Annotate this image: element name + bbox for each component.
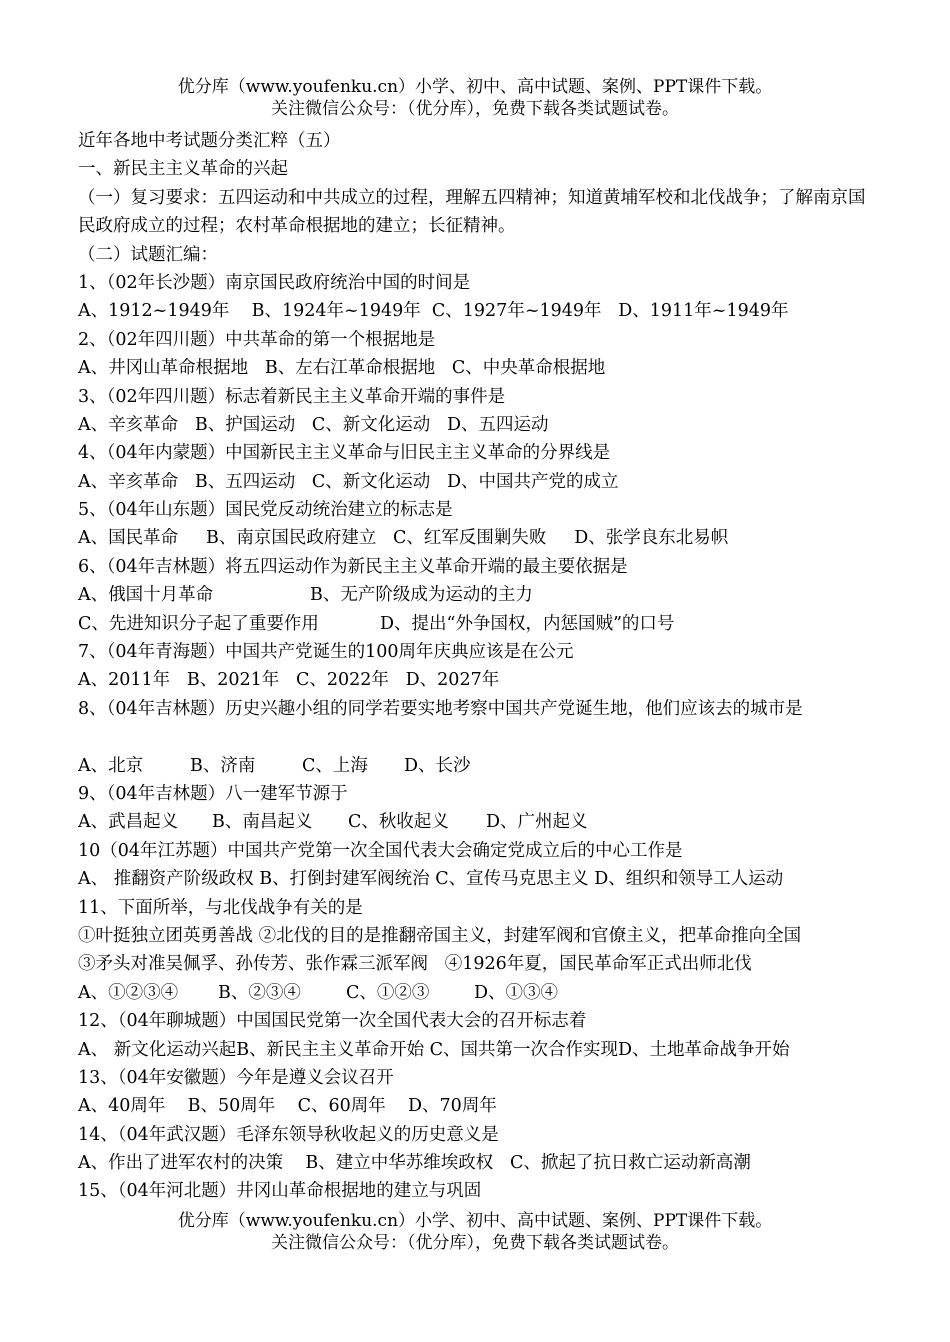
options-7 — [78, 666, 878, 694]
option: A、①②③④ — [78, 982, 179, 1003]
page-footer — [0, 1210, 950, 1254]
options-8 — [78, 752, 878, 780]
option: B、2021年 — [186, 670, 280, 691]
statement: ③矛头对准吴佩孚、孙传芳、张作霖三派军阀 — [78, 954, 428, 975]
option: B、建立中华苏维埃政权 — [305, 1153, 494, 1174]
option: C、掀起了抗日救亡运动新高潮 — [509, 1153, 751, 1174]
question-6: 6、（04年吉林题）将五四运动作为新民主主义革命开端的最主要依据是 — [78, 556, 628, 577]
question-10: 10（04年江苏题）中国共产党第一次全国代表大会确定党成立后的中心工作是 — [78, 840, 683, 861]
options-14 — [78, 1149, 878, 1177]
options-6b — [78, 610, 878, 638]
option: B、打倒封建军阀统治 — [259, 869, 430, 890]
option: A、井冈山革命根据地 — [78, 358, 249, 379]
option: C、60周年 — [297, 1096, 386, 1117]
statement: ①叶挺独立团英勇善战 — [78, 925, 253, 946]
option: D、提出“外争国权，内惩国贼”的口号 — [380, 613, 675, 634]
option: C、新文化运动 — [311, 471, 431, 492]
question-7: 7、（04年青海题）中国共产党诞生的100周年庆典应该是在公元 — [78, 642, 574, 663]
question-1: 1、（02年长沙题）南京国民政府统治中国的时间是 — [78, 272, 471, 293]
options-6a — [78, 581, 878, 609]
option: C、上海 — [302, 755, 368, 776]
options-13 — [78, 1092, 878, 1120]
options-11 — [78, 979, 878, 1007]
footer-line-1: 优分库（www.youfenku.cn）小学、初中、高中试题、案例、PPT课件下载。 — [177, 1211, 773, 1231]
document-title: 近年各地中考试题分类汇粹（五） — [78, 131, 341, 151]
option: B、五四运动 — [194, 471, 296, 492]
question-11: 11、下面所举，与北伐战争有关的是 — [78, 897, 363, 918]
option: C、秋收起义 — [348, 812, 449, 833]
option: B、南昌起义 — [212, 812, 313, 833]
options-3 — [78, 411, 878, 439]
header-line-2: 关注微信公众号：（优分库），免费下载各类试题试卷。 — [271, 99, 679, 119]
review-requirements: （一）复习要求：五四运动和中共成立的过程，理解五四精神；知道黄埔军校和北伐战争；了解南京国民政府成立的过程；农村革命根据地的建立；长征精神。 — [78, 187, 866, 237]
option: C、宣传马克思主义 — [435, 869, 589, 890]
question-14: 14、（04年武汉题）毛泽东领导秋收起义的历史意义是 — [78, 1124, 499, 1145]
option: D、中国共产党的成立 — [447, 471, 619, 492]
option: C、红军反围剿失败 — [393, 528, 547, 549]
option: B、济南 — [190, 755, 256, 776]
options-12 — [78, 1036, 878, 1064]
option: A、辛亥革命 — [78, 414, 179, 435]
option: A、 推翻资产阶级政权 — [78, 869, 254, 890]
statement: ②北伐的目的是推翻帝国主义，封建军阀和官僚主义，把革命推向全国 — [258, 925, 802, 946]
option: D、土地革命战争开始 — [618, 1039, 790, 1060]
question-9: 9、（04年吉林题）八一建军节源于 — [78, 784, 348, 805]
statements-11a — [78, 922, 878, 950]
question-12: 12、（04年聊城题）中国国民党第一次全国代表大会的召开标志着 — [78, 1011, 587, 1032]
option: D、广州起义 — [486, 812, 588, 833]
options-5 — [78, 524, 878, 552]
options-10 — [78, 865, 878, 893]
option: C、新文化运动 — [311, 414, 431, 435]
question-8: 8、（04年吉林题）历史兴趣小组的同学若要实地考察中国共产党诞生地，他们应该去的城市是 — [78, 698, 803, 719]
question-13: 13、（04年安徽题）今年是遵义会议召开 — [78, 1067, 394, 1088]
option: A、1912~1949年 — [78, 301, 230, 322]
option: A、2011年 — [78, 670, 171, 691]
option: B、左右江革命根据地 — [264, 358, 436, 379]
option: B、1924年~1949年 — [251, 301, 421, 322]
option: D、张学良东北易帜 — [574, 528, 729, 549]
option: C、国共第一次合作实现 — [429, 1039, 619, 1060]
option: D、五四运动 — [447, 414, 549, 435]
header-line-1: 优分库（www.youfenku.cn）小学、初中、高中试题、案例、PPT课件下载。 — [177, 77, 773, 97]
option: D、1911年~1949年 — [618, 301, 789, 322]
option: D、长沙 — [404, 755, 471, 776]
option: D、2027年 — [405, 670, 500, 691]
options-1 — [78, 297, 878, 325]
options-2 — [78, 354, 878, 382]
question-2: 2、（02年四川题）中共革命的第一个根据地是 — [78, 329, 436, 350]
page-header — [0, 76, 950, 120]
option: B、南京国民政府建立 — [205, 528, 377, 549]
option: B、②③④ — [218, 982, 301, 1003]
option: A、40周年 — [78, 1096, 166, 1117]
option: B、无产阶级成为运动的主力 — [310, 585, 533, 606]
option: A、辛亥革命 — [78, 471, 179, 492]
option: C、中央革命根据地 — [451, 358, 606, 379]
footer-line-2: 关注微信公众号：（优分库），免费下载各类试题试卷。 — [271, 1233, 679, 1253]
option: D、70周年 — [408, 1096, 497, 1117]
question-3: 3、（02年四川题）标志着新民主主义革命开端的事件是 — [78, 386, 506, 407]
option: A、作出了进军农村的决策 — [78, 1153, 284, 1174]
option: D、组织和领导工人运动 — [594, 869, 784, 890]
document-body — [78, 127, 878, 1206]
options-9 — [78, 808, 878, 836]
option: C、1927年~1949年 — [431, 301, 602, 322]
question-4: 4、（04年内蒙题）中国新民主主义革命与旧民主主义革命的分界线是 — [78, 443, 611, 464]
question-15: 15、（04年河北题）井冈山革命根据地的建立与巩固 — [78, 1181, 482, 1202]
option: D、①③④ — [474, 982, 559, 1003]
option: A、北京 — [78, 755, 144, 776]
option: B、护国运动 — [194, 414, 296, 435]
option: B、新民主主义革命开始 — [236, 1039, 425, 1060]
option: A、 新文化运动兴起 — [78, 1039, 237, 1060]
option: A、武昌起义 — [78, 812, 179, 833]
option: B、50周年 — [187, 1096, 276, 1117]
option: A、国民革命 — [78, 528, 179, 549]
statement: ④1926年夏，国民革命军正式出师北伐 — [444, 954, 752, 975]
compilation-heading: （二）试题汇编： — [78, 244, 218, 265]
option: C、①②③ — [346, 982, 430, 1003]
options-4 — [78, 468, 878, 496]
option: A、俄国十月革命 — [78, 585, 214, 606]
question-5: 5、（04年山东题）国民党反动统治建立的标志是 — [78, 500, 453, 521]
option: C、先进知识分子起了重要作用 — [78, 613, 319, 634]
option: C、2022年 — [296, 670, 389, 691]
section-heading: 一、新民主主义革命的兴起 — [78, 159, 288, 180]
statements-11b — [78, 950, 878, 978]
